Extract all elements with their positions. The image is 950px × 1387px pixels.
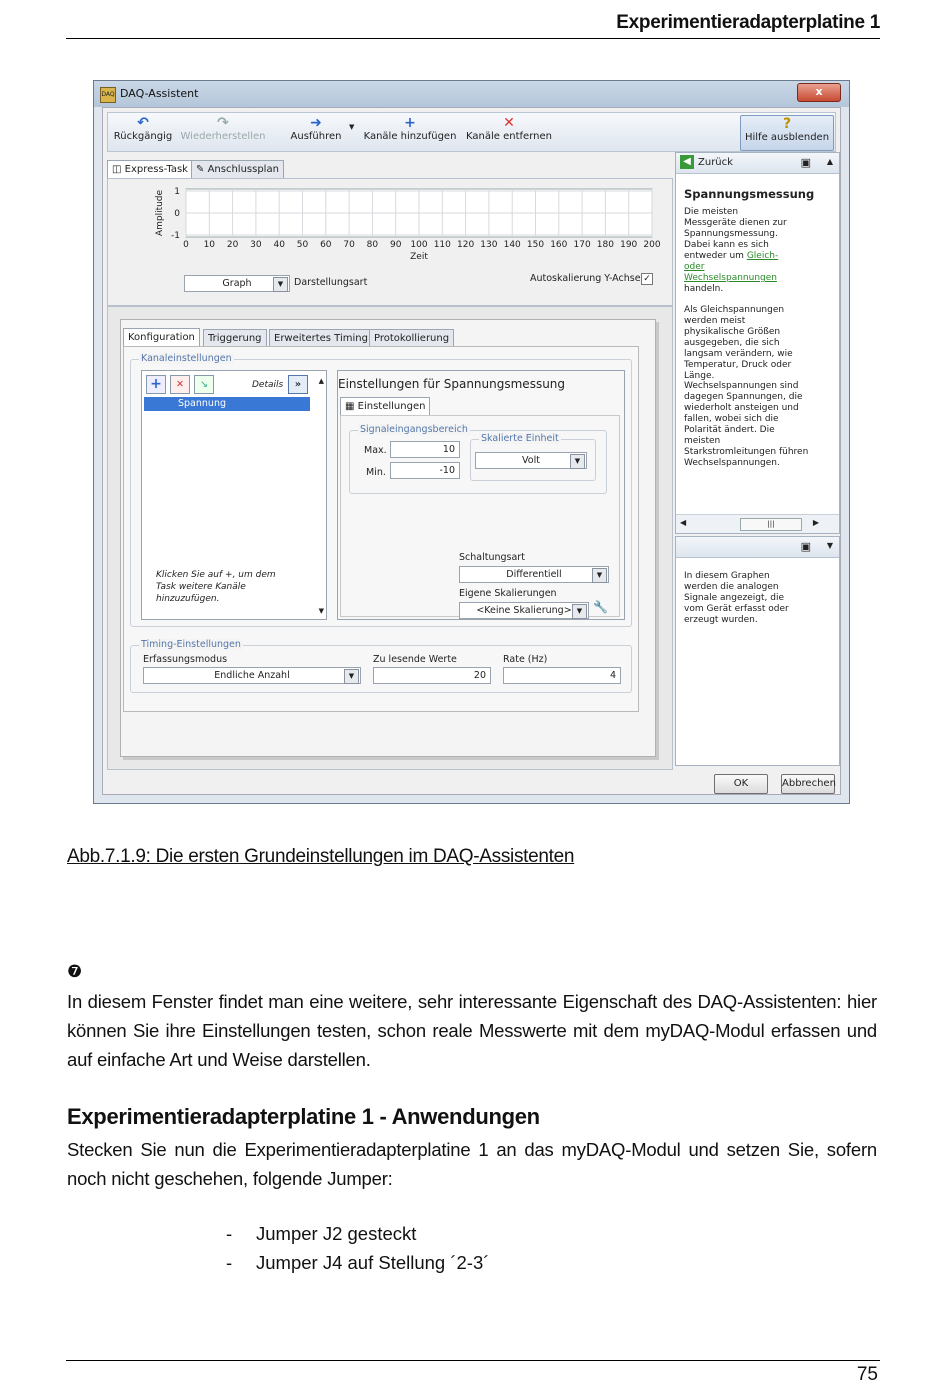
tab-triggering[interactable]: Triggerung [203,329,267,347]
custom-scaling-select[interactable] [459,602,589,619]
plus-icon: + [150,376,162,392]
hide-help-label: Hilfe ausblenden [744,132,830,143]
config-area [107,306,673,770]
acquisition-mode-label: Erfassungsmodus [143,654,228,665]
channel-settings-legend: Kanaleinstellungen [141,353,232,364]
x-tick-label: 170 [573,240,591,250]
chevron-down-icon[interactable]: ▼ [826,541,833,550]
help-text-1: Die meisten Messgeräte dienen zur Spannungsmessung. Dabei kann es sich entweder um [684,207,787,261]
express-task-icon: ◫ [112,164,125,175]
redo-label: Wiederherstellen [180,131,266,142]
scroll-right-icon[interactable]: ▶ [812,518,819,527]
help-paragraph-1 [684,207,788,295]
chevron-down-icon: ▼ [273,277,288,292]
run-dropdown-icon[interactable]: ▼ [349,123,355,131]
window-titlebar [94,81,849,107]
chevron-down-icon: ▼ [572,604,587,619]
chevron-down-icon: ▼ [344,669,359,684]
daq-app-icon: DAQ [100,87,116,103]
x-tick-label: 70 [343,240,355,250]
list-item [226,1252,489,1274]
y-tick-label: -1 [171,231,180,241]
y-axis-label: Amplitude [155,189,165,237]
config-panel [120,319,656,757]
hide-help-button[interactable] [740,115,834,151]
list-item-text: Jumper J4 auf Stellung ´2-3´ [256,1252,490,1273]
help-link-voltage[interactable]: Gleich- oder Wechselspannungen [684,251,779,283]
back-arrow-icon[interactable]: ◀ [680,155,694,169]
window-client [102,107,841,795]
x-tick-label: 180 [596,240,614,250]
display-type-value: Graph [222,278,252,289]
back-link[interactable]: Zurück [698,157,733,168]
run-label: Ausführen [290,131,342,142]
cancel-button[interactable]: Abbrechen [781,774,835,794]
x-icon: ✕ [176,379,184,390]
x-tick-label: 110 [433,240,451,250]
autoscale-checkbox[interactable] [641,273,653,285]
list-dash: - [226,1252,233,1273]
undo-icon: ↶ [137,115,149,131]
add-channels-button[interactable] [362,115,458,149]
double-chevron-right-icon: » [294,379,302,390]
max-input[interactable]: 10 [390,441,460,458]
scroll-left-icon[interactable]: ◀ [680,518,687,527]
daq-assistant-window [93,80,850,804]
check-icon: ✓ [643,274,651,284]
pencil-icon: ✎ [196,164,208,175]
x-tick-label: 60 [320,240,332,250]
voltage-settings-title: Einstellungen für Spannungsmessung [338,377,566,391]
display-type-select[interactable] [184,275,290,292]
help-panel-bottom-header [676,537,839,558]
details-toggle-button[interactable] [288,375,308,394]
undo-label: Rückgängig [113,131,173,142]
figure-caption: Abb.7.1.9: Die ersten Grundeinstellungen im DAQ-Assistenten [67,846,575,867]
scaled-unit-legend: Skalierte Einheit [481,433,559,444]
custom-scaling-value: <Keine Skalierung> [476,605,572,616]
config-tab-body [123,346,639,712]
step-marker: ❼ [67,962,83,981]
plus-icon: + [404,115,416,131]
x-icon: ✕ [503,115,515,131]
timing-settings-group [130,639,632,693]
help-title: Spannungsmessung [684,187,815,201]
add-channel-button[interactable] [146,375,166,394]
ok-button[interactable]: OK [714,774,768,794]
list-dash: - [226,1223,233,1244]
page-number: 75 [856,1364,878,1385]
signal-range-legend: Signaleingangsbereich [360,424,468,435]
timing-settings-legend: Timing-Einstellungen [141,639,241,650]
tab-settings[interactable] [340,397,430,416]
footer-rule [66,1360,880,1361]
scroll-up-icon[interactable]: ▲ [318,377,324,385]
rate-label: Rate (Hz) [503,654,548,665]
settings-tab-body [340,415,620,617]
tab-advanced-timing[interactable]: Erweitertes Timing [269,329,373,347]
scaled-unit-group [470,433,596,481]
scroll-down-icon[interactable]: ▼ [318,607,324,615]
display-type-label: Darstellungsart [294,277,368,288]
help-paragraph-3: Wechselspannungen sind dagegen Spannungen, die wiederholt ansteigen und fallen, wobei sich die Polarität ändert. Die meisten Starkstromleitungen führen Wechselspannungen. [684,381,809,468]
scroll-thumb[interactable]: ||| [740,518,802,531]
custom-scaling-label: Eigene Skalierungen [459,588,557,599]
tab-express-task-label: Express-Task [124,164,188,175]
list-item-text: Jumper J2 gesteckt [256,1223,417,1244]
list-item [226,1223,416,1245]
redo-button[interactable] [180,115,266,149]
x-tick-label: 50 [296,240,309,250]
x-tick-label: 200 [643,240,661,250]
chevron-up-icon[interactable]: ▲ [826,157,833,166]
help-panel-bottom [675,536,840,766]
signal-range-group [349,424,607,494]
tab-connection-plan-label: Anschlussplan [207,164,279,175]
channel-list-item[interactable]: Spannung [144,397,310,411]
x-tick-label: 30 [250,240,262,250]
tab-settings-label: Einstellungen [357,401,426,412]
x-tick-label: 0 [183,240,189,250]
acquisition-mode-select[interactable] [143,667,361,684]
tab-logging[interactable]: Protokollierung [369,329,454,347]
x-tick-label: 120 [457,240,475,250]
y-tick-label: 1 [174,187,180,197]
graph-panel [107,178,673,306]
restore-window-icon[interactable]: ▣ [800,540,811,553]
add-channels-label: Kanäle hinzufügen [363,131,457,142]
x-axis-label: Zeit [410,252,428,262]
paragraph-2: Stecken Sie nun die Experimentieradapterplatine 1 an das myDAQ-Modul und setzen Sie, sofern noch nicht geschehen, folgende Jumper: [67,1139,877,1189]
channel-list [141,370,327,620]
channel-action-button[interactable] [194,375,214,394]
tab-express-task[interactable] [107,160,193,179]
remove-channel-button[interactable] [170,375,190,394]
arrow-icon: ↘ [200,379,208,390]
channel-settings-group [130,353,632,627]
close-button[interactable]: x [797,83,841,102]
wiring-label: Schaltungsart [459,552,525,563]
tab-connection-plan[interactable] [191,160,284,178]
restore-window-icon[interactable]: ▣ [800,156,811,169]
acquisition-mode-value: Endliche Anzahl [214,670,290,681]
remove-channels-button[interactable] [466,115,552,149]
x-tick-label: 150 [526,240,545,250]
running-header: Experimentieradapterplatine 1 [66,12,880,39]
wrench-icon[interactable]: 🔧 [593,600,608,614]
help-paragraph-2: Als Gleichspannungen werden meist physikalische Größen ausgegeben, die sich langsam verändern, wie Temperatur, Druck oder Länge. [684,305,793,381]
help-panel-header [676,153,839,174]
window-title: DAQ-Assistent [120,87,199,100]
x-tick-label: 40 [273,240,285,250]
undo-button[interactable] [112,115,174,149]
wiring-value: Differentiell [506,569,562,580]
section-heading: Experimentieradapterplatine 1 - Anwendungen [67,1104,540,1129]
run-button[interactable] [284,115,348,149]
autoscale-label: Autoskalierung Y-Achse [530,273,641,284]
help-panel [675,152,840,534]
help-horizontal-scrollbar[interactable] [676,514,839,533]
voltage-settings-panel [337,370,625,620]
x-tick-label: 90 [389,240,402,250]
min-label: Min. [366,467,386,478]
x-tick-label: 140 [503,240,521,250]
x-tick-label: 190 [620,240,638,250]
chevron-down-icon: ▼ [570,454,585,469]
x-tick-label: 130 [480,240,498,250]
samples-to-read-input[interactable]: 20 [373,667,491,684]
tab-configuration[interactable]: Konfiguration [123,328,200,347]
x-tick-label: 100 [410,240,428,250]
unit-select[interactable] [475,452,587,469]
add-channel-hint: Klicken Sie auf +, um dem Task weitere Kanäle hinzuzufügen. [156,570,276,604]
chevron-down-icon: ▼ [592,568,607,583]
x-tick-label: 160 [550,240,568,250]
help-icon: ? [782,116,792,132]
x-tick-label: 10 [203,240,216,250]
rate-input[interactable]: 4 [503,667,621,684]
remove-channels-label: Kanäle entfernen [466,131,552,142]
details-label: Details [252,380,284,390]
y-tick-label: 0 [174,209,180,219]
paragraph-1: In diesem Fenster findet man eine weitere, sehr interessante Eigenschaft des DAQ-Assistenten: hier können Sie ihre Einstellungen testen, schon reale Messwerte mit dem myDAQ-Modul erfassen und auf einfache Art und Weise darstellen. [67,991,877,1070]
run-arrow-icon: ➜ [310,115,322,131]
x-tick-label: 80 [366,240,379,250]
x-tick-label: 20 [226,240,239,250]
wiring-select[interactable] [459,566,609,583]
samples-to-read-label: Zu lesende Werte [373,654,457,665]
redo-icon: ↷ [217,115,229,131]
settings-tab-icon: ▦ [345,401,358,412]
toolbar [107,112,836,152]
max-label: Max. [364,445,387,456]
unit-value: Volt [522,455,540,466]
help-text-1b: handeln. [684,284,724,294]
min-input[interactable]: -10 [390,462,460,479]
help-paragraph-4: In diesem Graphen werden die analogen Signale angezeigt, die vom Gerät erfasst oder erzeugt wurden. [684,571,789,625]
